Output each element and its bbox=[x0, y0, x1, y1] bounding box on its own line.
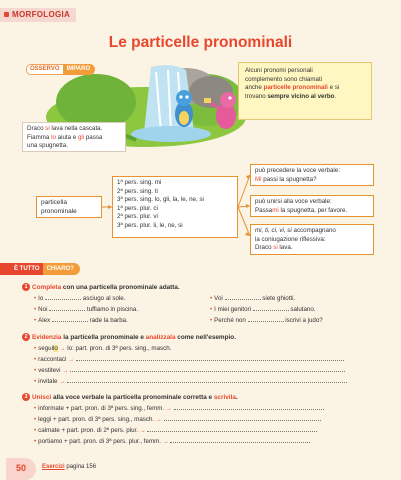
page-number: 50 bbox=[16, 463, 27, 473]
rule-box-precede: può precedere la voce verbale: Mi passi la spugnetta? bbox=[250, 164, 374, 186]
exercises-link[interactable]: Esercizi pagina 156 bbox=[42, 464, 97, 470]
blue-dragon bbox=[175, 90, 193, 127]
list-item: 3ª pers. sing. lo, gli, la, le, ne, si bbox=[117, 196, 204, 203]
intro-box: Alcuni pronomi personali complemento sono chiamati anche particelle pronominali e si trovano sempre vicino al verbo. bbox=[238, 62, 372, 120]
list-item: 2ª pers. plur. vi bbox=[117, 213, 158, 220]
exercise-2-item[interactable]: • invitale → bbox=[34, 377, 347, 387]
exercise-1-item[interactable]: • Noi tuffiamo in piscina. bbox=[34, 305, 138, 314]
person-list-box bbox=[112, 176, 238, 238]
exercise-3-item[interactable]: • calmate + part. pron. di 2ª pers. plur. → bbox=[34, 426, 317, 436]
list-item: 1ª pers. sing. mi bbox=[117, 179, 162, 186]
caption-box: Draco si lava nella cascata. Fiamma lo aiuta e gli passa una spugnetta. bbox=[22, 122, 126, 152]
observe-label: OSSERVO IMPARO bbox=[26, 64, 95, 75]
exercise-2-example: • seguilo → lo: part. pron. di 3ª pers. sing., masch. bbox=[34, 344, 171, 354]
exercise-2-item[interactable]: • raccontaci → bbox=[34, 355, 344, 365]
tutto-chiaro-banner: È TUTTO CHIARO? bbox=[0, 263, 80, 275]
exercise-2-title: 2 Evidenzia la particella pronominale e analizzala come nell'esempio. bbox=[32, 333, 236, 342]
list-item: 2ª pers. sing. ti bbox=[117, 187, 158, 195]
exercise-3-item[interactable]: • leggi + part. pron. di 3ª pers. sing., masch. → bbox=[34, 415, 321, 425]
list-item: 3ª pers. plur. li, le, ne, si bbox=[117, 221, 183, 229]
section-tag: MORFOLOGIA bbox=[0, 8, 76, 22]
exercise-3-title: 3 Unisci alla voce verbale la particella pronominale corretta e scrivila. bbox=[32, 393, 238, 402]
rule-box-join: può unirsi alla voce verbale: Passami la spugnetta, per favore. bbox=[250, 195, 374, 217]
concept-label-box: particella pronominale bbox=[36, 196, 102, 218]
exercise-1-item[interactable]: • Io asciugo al sole. bbox=[34, 294, 125, 303]
page-title: Le particelle pronominali bbox=[108, 34, 293, 51]
exercise-3-item[interactable]: • portiamo + part. pron. di 3ª pers. plur., femm. → bbox=[34, 437, 310, 447]
exercise-1-title: 1 Completa con una particella pronominale adatta. bbox=[32, 283, 180, 292]
exercise-2-item[interactable]: • vestitevi → bbox=[34, 366, 345, 376]
exercise-1-item[interactable]: • Perché non iscrivi a judo? bbox=[210, 316, 323, 325]
exercise-3-item[interactable]: • informate + part. pron. di 3ª pers. sing., femm. → bbox=[34, 404, 324, 414]
rule-box-reflexive: mi, ti, ci, vi, si accompagnano la coniugazione riflessiva: Draco si lava. bbox=[250, 224, 374, 255]
exercise-1-item[interactable]: • Alex rade la barba. bbox=[34, 316, 128, 325]
list-item: 1ª pers. plur. ci bbox=[117, 204, 158, 212]
exercise-1-item[interactable]: • I miei genitori salutano. bbox=[210, 305, 316, 314]
exercise-1-item[interactable]: • Voi siete ghiotti. bbox=[210, 294, 295, 303]
